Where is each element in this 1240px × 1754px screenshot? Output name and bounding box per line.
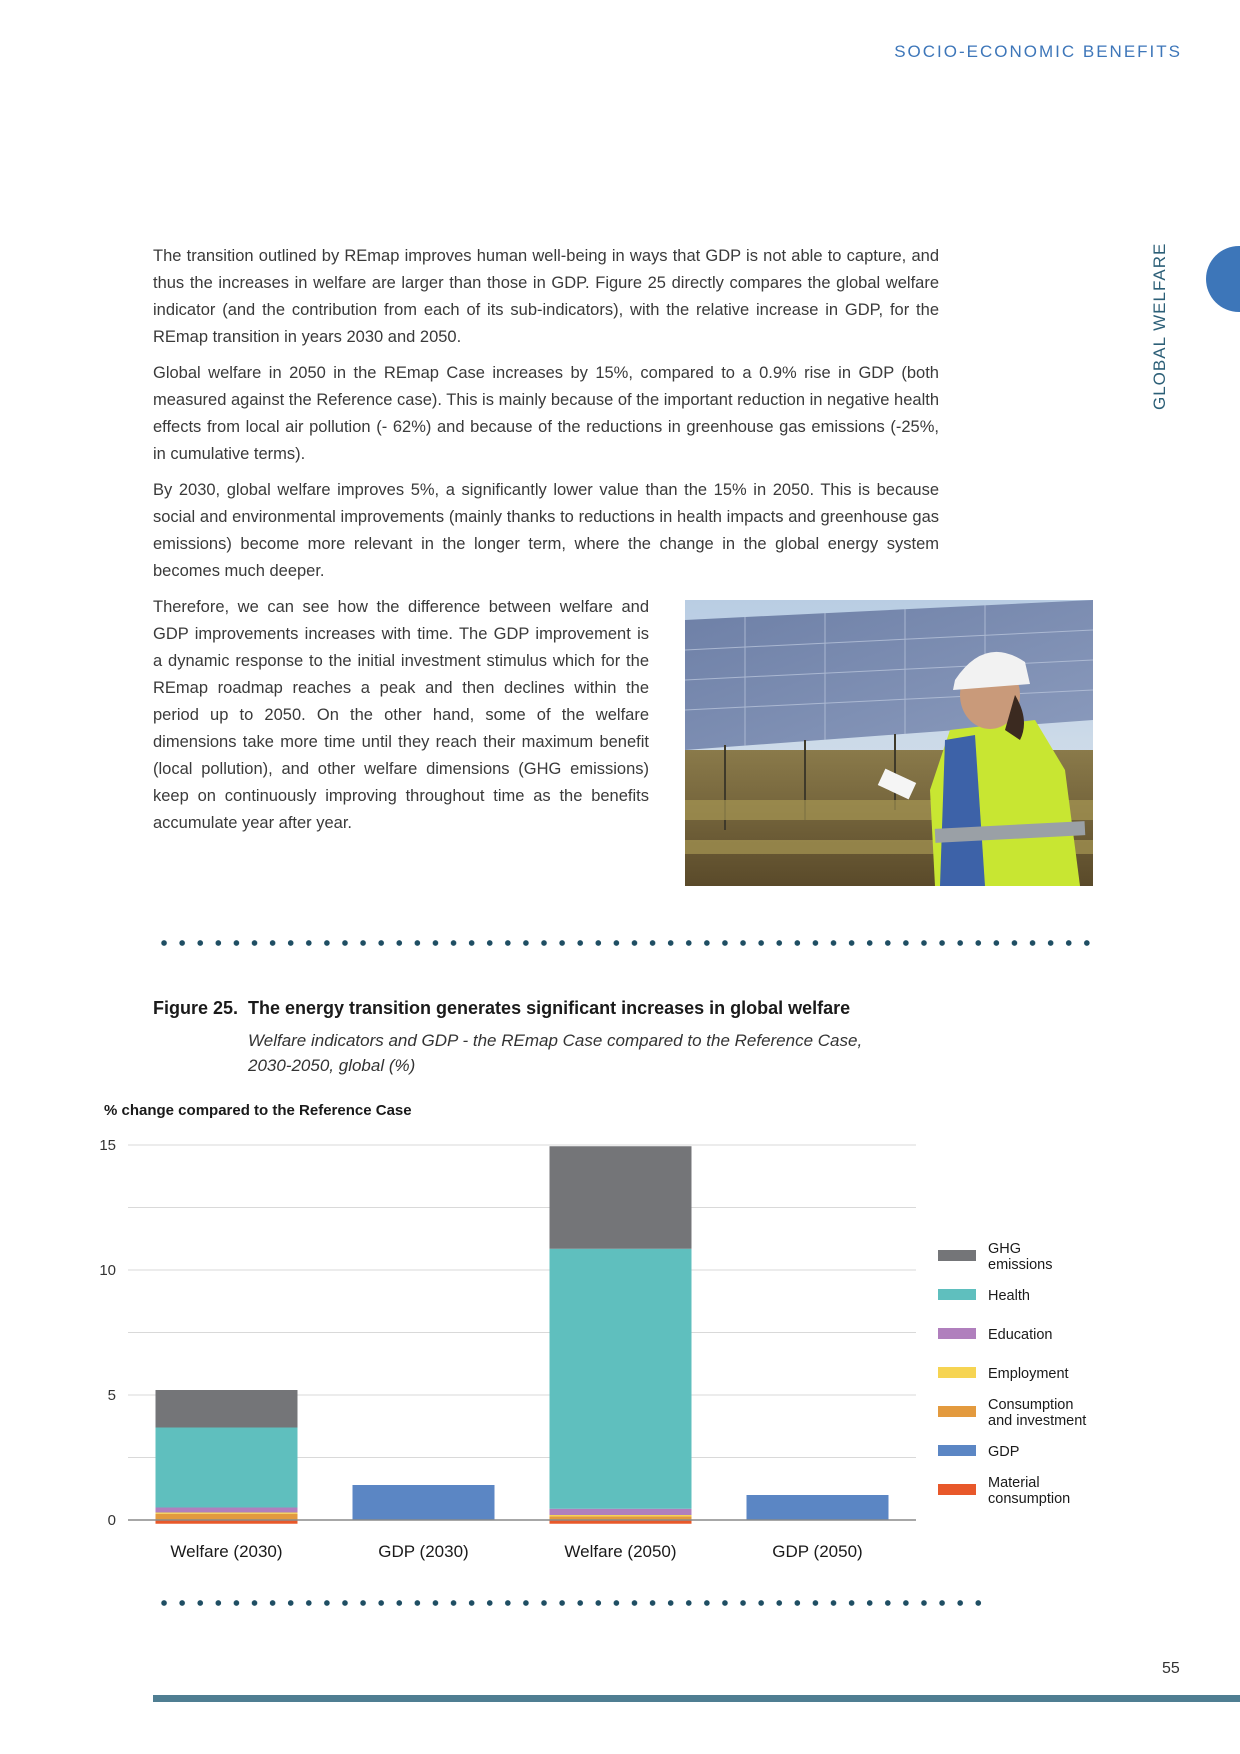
legend-swatch [938,1328,976,1339]
bar-segment-ghg-emissions [550,1146,692,1249]
legend-label: Health [988,1288,1030,1304]
solar-worker-photo [685,600,1093,886]
x-tick-label: GDP (2050) [772,1542,863,1561]
bar-segment-health [156,1428,298,1508]
paragraph-4: Therefore, we can see how the difference between welfare and GDP improvements increases with time. The GDP improvement is a dynamic response to the initial investment stimulus which for the REmap roadmap reaches a peak and then declines within the period up to 2050. On the other hand, some of the welfare dimensions take more time until they reach their maximum benefit (local pollution), and other welfare dimensions (GHG emissions) keep on continuously improving throughout time as the benefits accumulate year after year. [153,598,649,832]
page-number: 55 [1162,1660,1180,1677]
side-tab-label [1150,240,1176,410]
legend-swatch [938,1250,976,1261]
x-tick-label: Welfare (2030) [170,1542,283,1561]
footer-bar [153,1695,1240,1702]
side-tab-label-text: GLOBAL WELFARE [1150,242,1169,410]
paragraph-2: Global welfare in 2050 in the REmap Case increases by 15%, compared to a 0.9% rise in GDP (both measured against the Reference case). This is mainly because of the important reduction in negative health effects from local air pollution (- 62%) and because of the reductions in greenhouse gas emissions (-25%, in cumulative terms). [153,364,939,463]
y-tick-label: 10 [99,1262,116,1279]
bar-segment-consumption-and-investment [156,1514,298,1520]
bar-segment-employment [550,1515,692,1516]
legend-swatch [938,1289,976,1300]
bar-segment-gdp [353,1485,495,1520]
side-tab-marker [1206,246,1240,312]
y-tick-label: 5 [107,1387,116,1404]
figure-number: Figure 25. [153,998,239,1018]
bar-segment-education [156,1508,298,1513]
legend-label: GDP [988,1444,1020,1460]
x-tick-label: GDP (2030) [378,1542,469,1561]
figure-title [153,998,850,1019]
paragraph-1: The transition outlined by REmap improves human well-being in ways that GDP is not able to capture, and thus the increases in welfare are larger than those in GDP. Figure 25 directly compares the global welfare indicator (and the contribution from each of its sub-indicators), with the relative increase in GDP, for the REmap transition in years 2030 and 2050. [153,247,939,346]
legend-label: Consumption and investment [988,1397,1087,1429]
bar-segment-health [550,1249,692,1509]
bar-segment-gdp [747,1495,889,1520]
legend-label: Education [988,1327,1053,1343]
bar-segment-employment [156,1513,298,1514]
dotted-divider-top [155,940,1095,946]
legend-swatch [938,1484,976,1495]
paragraph-3: By 2030, global welfare improves 5%, a significantly lower value than the 15% in 2050. This is because social and environmental improvements (mainly thanks to reductions in health impacts and greenhouse gas emissions) become more relevant in the longer term, where the change in the global energy system becomes much deeper. [153,481,939,580]
legend-swatch [938,1367,976,1378]
legend-label: Material consumption [988,1475,1071,1507]
legend-label: Employment [988,1366,1069,1382]
figure-subtitle: Welfare indicators and GDP - the REmap Case compared to the Reference Case, 2030-2050, global (%) [248,1031,863,1075]
legend-swatch [938,1445,976,1456]
y-axis-label: % change compared to the Reference Case [104,1102,412,1119]
legend-label: GHG emissions [988,1241,1053,1273]
x-tick-label: Welfare (2050) [564,1542,677,1561]
y-tick-label: 15 [99,1137,116,1154]
figure-title-text: The energy transition generates significant increases in global welfare [248,998,851,1018]
bar-segment-education [550,1509,692,1515]
bar-segment-ghg-emissions [156,1390,298,1428]
dotted-divider-bottom [155,1600,987,1606]
section-header: SOCIO-ECONOMIC BENEFITS [894,42,1182,61]
y-tick-label: 0 [107,1512,116,1529]
legend-swatch [938,1406,976,1417]
welfare-gdp-chart [90,1090,1120,1570]
